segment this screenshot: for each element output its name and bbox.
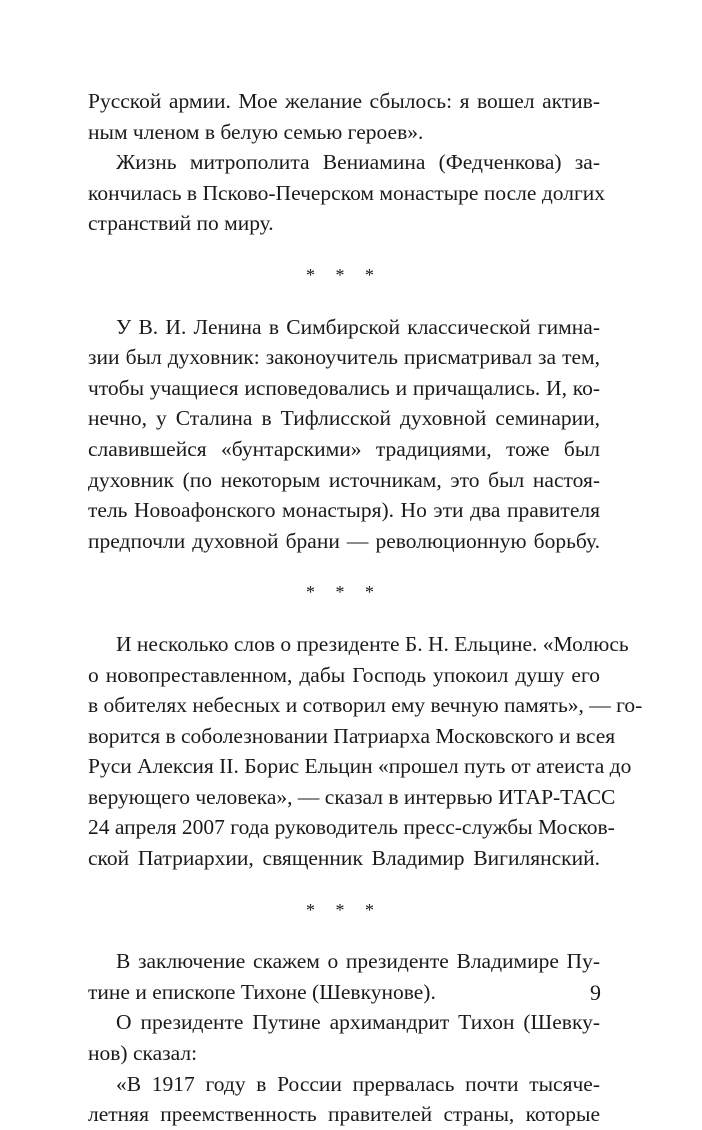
text-line: нечно, у Сталина в Тифлисской духовной семинарии, [88, 406, 600, 431]
text-line: Русской армии. Мое желание сбылось: я вошел актив- [88, 89, 600, 113]
text-line: верующего человека», — сказал в интервью ИТАР-ТАСС [88, 784, 616, 809]
text-line: тель Новоафонского монастыря). Но эти два правителя [88, 498, 600, 523]
paragraph [88, 946, 600, 1007]
page-number: 9 [590, 980, 601, 1005]
text-line: нов) сказал: [88, 1041, 198, 1066]
text-line: странствий по миру. [88, 211, 274, 236]
paragraph [88, 1007, 600, 1068]
text-line: славившейся «бунтарскими» традициями, тоже был [88, 436, 600, 461]
text-line: зии был духовник: законоучитель присматривал за тем, [88, 345, 600, 370]
text-line: кончилась в Псково-Печерском монастыре после долгих [88, 180, 606, 205]
text-line: Руси Алексия II. Борис Ельцин «прошел путь от атеиста до [88, 754, 632, 779]
paragraph [88, 312, 600, 557]
text-line: У В. И. Ленина в Симбирской классической гимна- [116, 314, 600, 339]
paragraph [88, 86, 600, 147]
paragraph [88, 1069, 600, 1130]
text-line: О президенте Путине архимандрит Тихон (Шевку- [116, 1010, 600, 1035]
text-line: И несколько слов о президенте Б. Н. Ельцине. «Молюсь [116, 631, 629, 656]
text-line: чтобы учащиеся исповедовались и причащались. И, ко- [88, 375, 600, 400]
text-line: 24 апреля 2007 года руководитель пресс-службы Москов- [88, 815, 615, 840]
text-line: ской Патриархии, священник Владимир Вигилянский. [88, 846, 600, 871]
section-separator: * * * [306, 582, 382, 603]
text-line: «В 1917 году в России прервалась почти тысяче- [116, 1071, 600, 1096]
text-line: тине и епископе Тихоне (Шевкунове). [88, 979, 436, 1004]
paragraph [88, 629, 643, 874]
text-line: летняя преемственность правителей страны, которые [88, 1102, 600, 1127]
text-line: Жизнь митрополита Вениамина (Федченкова) за- [116, 150, 600, 175]
section-separator: * * * [306, 899, 382, 920]
text-line: В заключение скажем о президенте Владимире Пу- [116, 949, 600, 974]
paragraph [88, 147, 606, 239]
page-body [88, 86, 643, 1130]
text-line: ным членом в белую семью героев». [88, 119, 424, 144]
text-line: в обителях небесных и сотворил ему вечную память», — го- [88, 693, 643, 718]
section-separator: * * * [306, 264, 382, 285]
text-line: духовник (по некоторым источникам, это был настоя- [88, 467, 600, 492]
text-line: ворится в соболезновании Патриарха Московского и всея [88, 723, 616, 748]
text-line: о новопреставленном, дабы Господь упокоил душу его [88, 662, 600, 687]
text-line: предпочли духовной брани — революционную борьбу. [88, 528, 600, 553]
